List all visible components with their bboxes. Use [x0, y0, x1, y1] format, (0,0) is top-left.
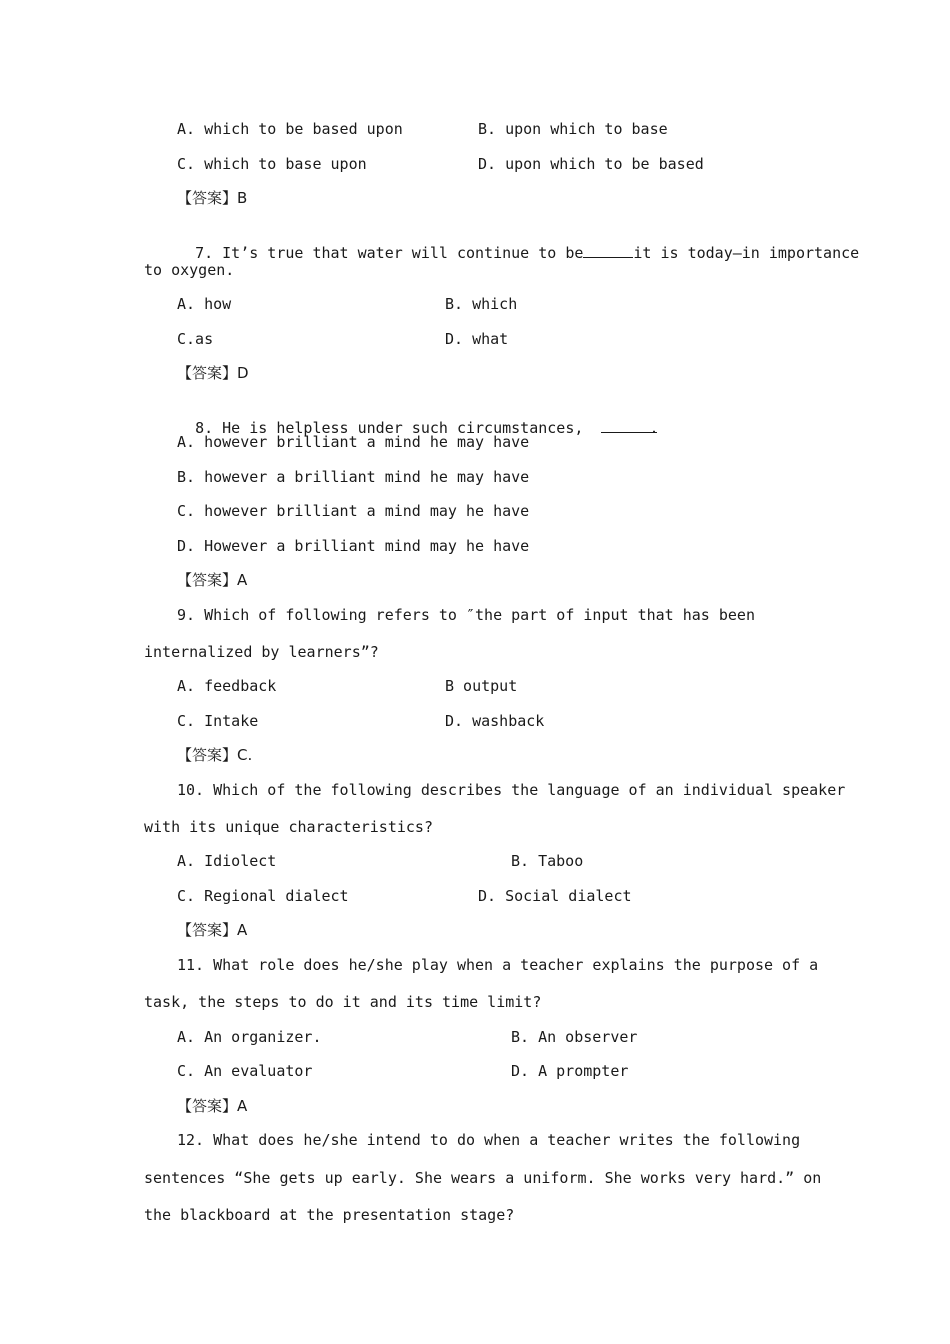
- q9-option-d: D. washback: [445, 712, 545, 730]
- q9-option-b: B output: [445, 677, 518, 695]
- q6-answer: 【答案】B: [177, 189, 248, 207]
- q8-stem-part1: 8. He is helpless under such circumstances,: [195, 419, 584, 437]
- q10-option-d: D. Social dialect: [478, 887, 632, 905]
- q12-stem-cont2: the blackboard at the presentation stage?: [144, 1206, 515, 1224]
- q8-option-b: B. however a brilliant mind he may have: [177, 468, 530, 486]
- q8-answer: 【答案】A: [177, 571, 248, 589]
- q6-option-a: A. which to be based upon: [177, 120, 403, 138]
- q11-option-d: D. A prompter: [511, 1062, 629, 1080]
- q9-option-c: C. Intake: [177, 712, 259, 730]
- q9-option-a: A. feedback: [177, 677, 277, 695]
- q7-option-c: C.as: [177, 330, 214, 348]
- q11-answer: 【答案】A: [177, 1097, 248, 1115]
- q11-option-c: C. An evaluator: [177, 1062, 313, 1080]
- q10-stem: 10. Which of the following describes the language of an individual speaker: [177, 781, 846, 799]
- q7-option-b: B. which: [445, 295, 518, 313]
- q10-option-a: A. Idiolect: [177, 852, 277, 870]
- q8-blank: [601, 418, 659, 437]
- q10-option-b: B. Taboo: [511, 852, 584, 870]
- q8-option-d: D. However a brilliant mind may he have: [177, 537, 530, 555]
- q7-stem: [177, 223, 859, 263]
- q11-option-b: B. An observer: [511, 1028, 638, 1046]
- q9-stem-cont: internalized by learners”?: [144, 643, 379, 661]
- q8-option-c: C. however brilliant a mind may he have: [177, 502, 530, 520]
- q10-option-c: C. Regional dialect: [177, 887, 349, 905]
- q7-stem-part1: 7. It’s true that water will continue to be: [195, 244, 584, 262]
- q6-option-c: C. which to base upon: [177, 155, 367, 173]
- q11-stem-cont: task, the steps to do it and its time limit?: [144, 993, 542, 1011]
- q10-answer: 【答案】A: [177, 921, 248, 939]
- q12-stem: 12. What does he/she intend to do when a teacher writes the following: [177, 1131, 801, 1149]
- q6-option-b: B. upon which to base: [478, 120, 668, 138]
- q9-stem: 9. Which of following refers to ″the part of input that has been: [177, 606, 755, 624]
- q8-period: .: [649, 419, 659, 437]
- q8-option-a: A. however brilliant a mind he may have: [177, 433, 530, 451]
- q7-answer: 【答案】D: [177, 364, 249, 382]
- q7-stem-cont: to oxygen.: [144, 261, 235, 279]
- q6-option-d: D. upon which to be based: [478, 155, 704, 173]
- q10-stem-cont: with its unique characteristics?: [144, 818, 433, 836]
- q11-option-a: A. An organizer.: [177, 1028, 322, 1046]
- q7-blank: [583, 243, 633, 258]
- q12-stem-cont: sentences “She gets up early. She wears a uniform. She works very hard.” on: [144, 1169, 822, 1187]
- q7-option-d: D. what: [445, 330, 509, 348]
- q9-answer: 【答案】C.: [177, 746, 253, 764]
- q7-option-a: A. how: [177, 295, 232, 313]
- q11-stem: 11. What role does he/she play when a teacher explains the purpose of a: [177, 956, 819, 974]
- q7-stem-part2: it is today—in importance: [633, 244, 860, 262]
